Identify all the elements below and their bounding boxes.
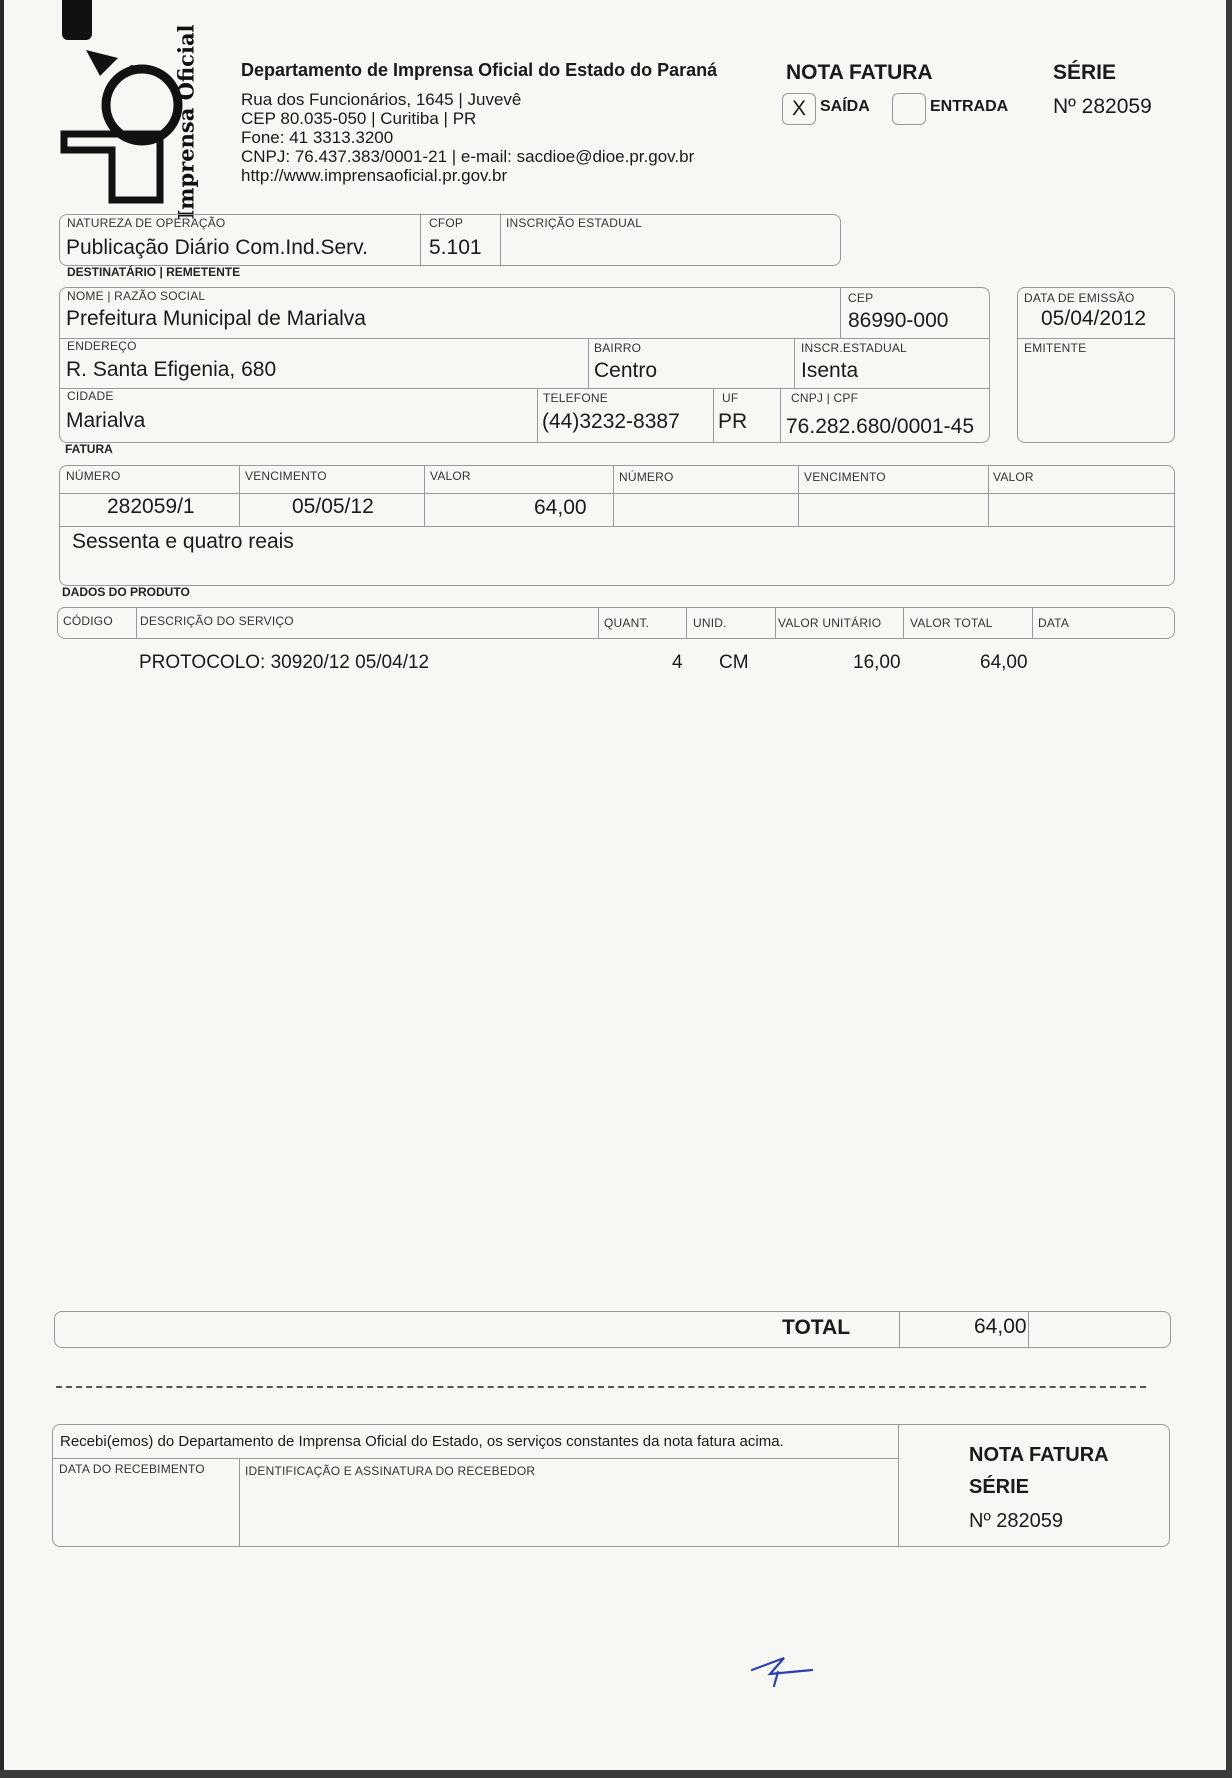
telefone-value: (44)3232-8387 — [542, 410, 680, 433]
cfop-label: CFOP — [429, 216, 464, 230]
fatura-vencimento-label: VENCIMENTO — [245, 469, 327, 483]
cep-label: CEP — [848, 291, 874, 305]
codigo-label: CÓDIGO — [63, 614, 113, 628]
org-cnpj-email: CNPJ: 76.437.383/0001-21 | e-mail: sacdioe@dioe.pr.gov.br — [241, 147, 695, 166]
fatura-valor2-label: VALOR — [993, 470, 1034, 484]
cnpj-cpf-label: CNPJ | CPF — [791, 391, 859, 405]
receipt-doc-title: NOTA FATURA — [969, 1444, 1109, 1466]
cnpj-cpf-value: 76.282.680/0001-45 — [786, 415, 975, 438]
inscr-estadual-label: INSCR.ESTADUAL — [801, 341, 907, 355]
item-descricao: PROTOCOLO: 30920/12 05/04/12 — [139, 652, 430, 673]
signature-scribble — [748, 1648, 818, 1688]
saida-mark: X — [791, 97, 806, 120]
entrada-checkbox — [892, 93, 926, 125]
valor-unitario-label: VALOR UNITÁRIO — [778, 616, 882, 630]
fatura-valor-extenso: Sessenta e quatro reais — [72, 530, 294, 553]
org-phone: Fone: 41 3313.3200 — [241, 128, 394, 147]
scan-edge-right — [1226, 0, 1232, 1778]
cfop-value: 5.101 — [429, 236, 482, 259]
inscr-estadual-value: Isenta — [801, 359, 859, 382]
data-emissao-value: 05/04/2012 — [1041, 307, 1147, 330]
descricao-label: DESCRIÇÃO DO SERVIÇO — [140, 614, 294, 628]
item-valor-unitario: 16,00 — [853, 652, 901, 673]
fatura-vencimento2-label: VENCIMENTO — [804, 470, 886, 484]
inscricao-label: INSCRIÇÃO ESTADUAL — [506, 216, 643, 230]
quant-label: QUANT. — [604, 616, 650, 630]
org-address-line2: CEP 80.035-050 | Curitiba | PR — [241, 109, 477, 128]
uf-label: UF — [722, 391, 739, 405]
valor-total-label: VALOR TOTAL — [910, 616, 993, 630]
unid-label: UNID. — [693, 616, 727, 630]
produto-section-label: DADOS DO PRODUTO — [62, 585, 190, 599]
org-website: http://www.imprensaoficial.pr.gov.br — [241, 166, 508, 185]
logo-text: Imprensa Oficial — [173, 24, 199, 220]
cut-line — [56, 1386, 1146, 1388]
fatura-section-label: FATURA — [65, 442, 113, 456]
cep-value: 86990-000 — [848, 309, 949, 332]
serie-label: SÉRIE — [1053, 61, 1117, 84]
cidade-value: Marialva — [66, 409, 146, 432]
receipt-statement: Recebi(emos) do Departamento de Imprensa Oficial do Estado, os serviços constantes da nota fatura acima. — [60, 1433, 784, 1450]
receipt-serie-label: SÉRIE — [969, 1476, 1030, 1498]
endereco-label: ENDEREÇO — [67, 339, 137, 353]
natureza-label: NATUREZA DE OPERAÇÃO — [67, 216, 226, 230]
total-label: TOTAL — [782, 1316, 851, 1339]
org-address-line1: Rua dos Funcionários, 1645 | Juvevê — [241, 90, 522, 109]
scan-edge-left — [0, 0, 4, 1778]
data-emissao-label: DATA DE EMISSÃO — [1024, 291, 1135, 305]
invoice-number: Nº 282059 — [1053, 95, 1152, 118]
cidade-label: CIDADE — [67, 389, 114, 403]
receipt-invoice-number: Nº 282059 — [969, 1510, 1064, 1532]
item-valor-total: 64,00 — [980, 652, 1028, 673]
produto-row — [0, 652, 1232, 678]
bairro-value: Centro — [594, 359, 658, 382]
total-value: 64,00 — [974, 1315, 1027, 1338]
fatura-numero-value: 282059/1 — [107, 495, 195, 518]
item-unid: CM — [719, 652, 749, 673]
telefone-label: TELEFONE — [543, 391, 608, 405]
saida-label: SAÍDA — [820, 98, 870, 115]
data-label: DATA — [1038, 616, 1070, 630]
data-recebimento-label: DATA DO RECEBIMENTO — [59, 1462, 205, 1476]
fatura-numero-label: NÚMERO — [66, 469, 121, 483]
bairro-label: BAIRRO — [594, 341, 642, 355]
nome-label: NOME | RAZÃO SOCIAL — [67, 289, 206, 303]
uf-value: PR — [718, 410, 748, 433]
saida-checkbox — [782, 93, 816, 125]
fatura-valor-label: VALOR — [430, 469, 471, 483]
fatura-vencimento-value: 05/05/12 — [292, 495, 374, 518]
entrada-label: ENTRADA — [930, 98, 1009, 115]
item-quant: 4 — [672, 652, 683, 673]
nome-value: Prefeitura Municipal de Marialva — [66, 307, 366, 330]
fatura-numero2-label: NÚMERO — [619, 470, 674, 484]
fatura-valor-value: 64,00 — [534, 496, 587, 519]
logo — [60, 24, 210, 220]
recipient-section-label: DESTINATÁRIO | REMETENTE — [67, 265, 241, 279]
assinatura-label: IDENTIFICAÇÃO E ASSINATURA DO RECEBEDOR — [245, 1464, 536, 1478]
emitente-label: EMITENTE — [1024, 341, 1087, 355]
scan-edge-bottom — [0, 1770, 1232, 1778]
doc-title: NOTA FATURA — [786, 61, 933, 84]
org-name: Departamento de Imprensa Oficial do Estado do Paraná — [241, 60, 718, 80]
natureza-value: Publicação Diário Com.Ind.Serv. — [66, 236, 368, 259]
endereco-value: R. Santa Efigenia, 680 — [66, 358, 277, 381]
